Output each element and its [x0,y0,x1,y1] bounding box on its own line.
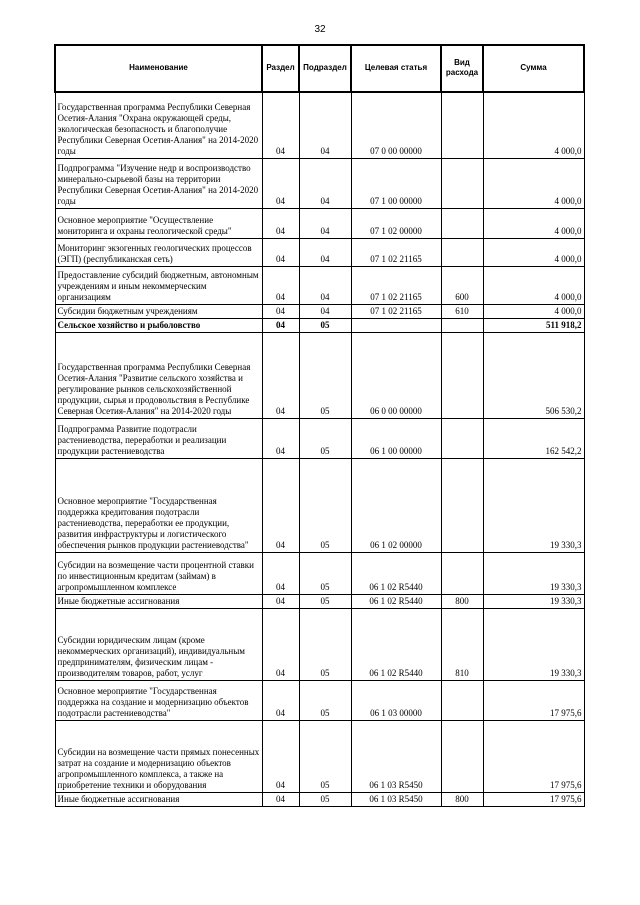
row-target-cell: 07 0 00 00000 [351,92,441,158]
row-subsection-cell: 05 [299,418,351,458]
row-expense-type-cell [441,238,483,266]
row-sum-cell: 4 000,0 [483,304,584,318]
row-section-cell: 04 [262,458,299,552]
row-subsection-cell: 04 [299,92,351,158]
row-subsection-cell: 05 [299,318,351,332]
row-name-cell: Государственная программа Республики Северная Осетия-Алания "Развитие сельского хозяйства и регулирование рынков сельскохозяйственной продукции, сырья и продовольствия в Республике Северная Осетия-Алания" на 2014-2020 годы [55,332,262,418]
row-sum-cell: 17 975,6 [483,792,584,806]
row-expense-type-cell [441,92,483,158]
row-name-cell: Субсидии на возмещение части процентной ставки по инвестиционным кредитам (займам) в агропромышленном комплексе [55,552,262,594]
row-expense-type-cell [441,680,483,720]
row-name-cell: Государственная программа Республики Северная Осетия-Алания "Охрана окружающей среды, экологическая безопасность и благополучие Республики Северная Осетия-Алания" на 2014-2020 годы [55,92,262,158]
row-expense-type-cell: 610 [441,304,483,318]
row-target-cell: 06 1 03 00000 [351,680,441,720]
table-row [55,792,584,806]
row-name-cell: Основное мероприятие "Государственная поддержка на создание и модернизацию объектов подотрасли растениеводства" [55,680,262,720]
header-subsection: Подраздел [299,45,351,92]
row-section-cell: 04 [262,266,299,304]
row-target-cell: 07 1 02 21165 [351,266,441,304]
row-sum-cell: 17 975,6 [483,720,584,792]
header-name: Наименование [55,45,262,92]
row-expense-type-cell [441,552,483,594]
row-name-cell: Основное мероприятие "Осуществление мониторинга и охраны геологической среды" [55,208,262,238]
row-name-cell: Предоставление субсидий бюджетным, автономным учреждениям и иным некоммерческим организациям [55,266,262,304]
row-name-cell: Субсидии юридическим лицам (кроме некоммерческих организаций), индивидуальным предпринимателям, физическим лицам - производителям товаров, работ, услуг [55,608,262,680]
row-sum-cell: 19 330,3 [483,594,584,608]
row-subsection-cell: 04 [299,208,351,238]
row-sum-cell: 19 330,3 [483,608,584,680]
row-name-cell: Мониторинг экзогенных геологических процессов (ЭГП) (республиканская сеть) [55,238,262,266]
row-name-cell: Подпрограмма "Изучение недр и воспроизводство минерально-сырьевой базы на территории Республики Северная Осетия-Алания" на 2014-2020 годы [55,158,262,208]
row-expense-type-cell [441,458,483,552]
table-row [55,266,584,304]
row-name-cell: Сельское хозяйство и рыболовство [55,318,262,332]
row-sum-cell: 506 530,2 [483,332,584,418]
row-name-cell: Основное мероприятие "Государственная поддержка кредитования подотрасли растениеводства, переработки ее продукции, развития инфраструктуры и логистического обеспечения рынков продукции растениеводства" [55,458,262,552]
row-sum-cell: 19 330,3 [483,458,584,552]
row-subsection-cell: 05 [299,552,351,594]
table-row [55,92,584,158]
row-sum-cell: 4 000,0 [483,158,584,208]
header-expense-type: Вид расхода [441,45,483,92]
row-subsection-cell: 05 [299,332,351,418]
row-expense-type-cell [441,720,483,792]
table-header-row [55,45,584,92]
row-expense-type-cell [441,158,483,208]
row-section-cell: 04 [262,238,299,266]
row-subsection-cell: 04 [299,238,351,266]
row-section-cell: 04 [262,92,299,158]
row-section-cell: 04 [262,680,299,720]
table-row [55,418,584,458]
table-row [55,680,584,720]
row-expense-type-cell [441,208,483,238]
row-section-cell: 04 [262,332,299,418]
row-target-cell: 07 1 02 00000 [351,208,441,238]
row-expense-type-cell: 810 [441,608,483,680]
row-target-cell: 06 1 03 R5450 [351,792,441,806]
row-subsection-cell: 05 [299,458,351,552]
row-subsection-cell: 05 [299,680,351,720]
table-row [55,332,584,418]
row-expense-type-cell [441,318,483,332]
row-name-cell: Иные бюджетные ассигнования [55,594,262,608]
table-row [55,720,584,792]
table-row [55,552,584,594]
row-sum-cell: 511 918,2 [483,318,584,332]
header-section: Раздел [262,45,299,92]
row-target-cell: 06 1 02 00000 [351,458,441,552]
row-name-cell: Субсидии на возмещение части прямых понесенных затрат на создание и модернизацию объектов агропромышленного комплекса, а также на приобретение техники и оборудования [55,720,262,792]
row-sum-cell: 4 000,0 [483,266,584,304]
table-row [55,158,584,208]
row-sum-cell: 4 000,0 [483,92,584,158]
row-section-cell: 04 [262,304,299,318]
row-section-cell: 04 [262,720,299,792]
table-row [55,304,584,318]
row-name-cell: Иные бюджетные ассигнования [55,792,262,806]
table-row [55,458,584,552]
row-expense-type-cell [441,418,483,458]
table-body [55,92,584,806]
row-sum-cell: 17 975,6 [483,680,584,720]
row-subsection-cell: 05 [299,792,351,806]
page-number: 32 [314,24,326,35]
row-expense-type-cell: 800 [441,594,483,608]
row-target-cell: 06 1 03 R5450 [351,720,441,792]
row-target-cell: 06 1 02 R5440 [351,608,441,680]
row-section-cell: 04 [262,158,299,208]
table-row [55,238,584,266]
budget-table [54,44,585,807]
row-sum-cell: 4 000,0 [483,238,584,266]
header-target: Целевая статья [351,45,441,92]
row-target-cell: 07 1 02 21165 [351,304,441,318]
table-row [55,318,584,332]
row-section-cell: 04 [262,552,299,594]
row-target-cell: 06 1 02 R5440 [351,594,441,608]
row-name-cell: Субсидии бюджетным учреждениям [55,304,262,318]
table-row [55,208,584,238]
row-target-cell [351,318,441,332]
row-sum-cell: 4 000,0 [483,208,584,238]
row-section-cell: 04 [262,608,299,680]
row-target-cell: 06 0 00 00000 [351,332,441,418]
row-name-cell: Подпрограмма Развитие подотрасли растениеводства, переработки и реализации продукции растениеводства [55,418,262,458]
row-subsection-cell: 05 [299,594,351,608]
row-section-cell: 04 [262,418,299,458]
row-subsection-cell: 04 [299,304,351,318]
row-sum-cell: 19 330,3 [483,552,584,594]
header-sum: Сумма [483,45,584,92]
row-target-cell: 06 1 00 00000 [351,418,441,458]
row-section-cell: 04 [262,208,299,238]
table-row [55,594,584,608]
row-section-cell: 04 [262,792,299,806]
row-expense-type-cell: 600 [441,266,483,304]
row-subsection-cell: 04 [299,158,351,208]
row-expense-type-cell: 800 [441,792,483,806]
table-row [55,608,584,680]
row-target-cell: 07 1 00 00000 [351,158,441,208]
row-subsection-cell: 05 [299,720,351,792]
row-expense-type-cell [441,332,483,418]
row-subsection-cell: 05 [299,608,351,680]
row-target-cell: 06 1 02 R5440 [351,552,441,594]
row-subsection-cell: 04 [299,266,351,304]
row-section-cell: 04 [262,318,299,332]
row-section-cell: 04 [262,594,299,608]
row-sum-cell: 162 542,2 [483,418,584,458]
row-target-cell: 07 1 02 21165 [351,238,441,266]
